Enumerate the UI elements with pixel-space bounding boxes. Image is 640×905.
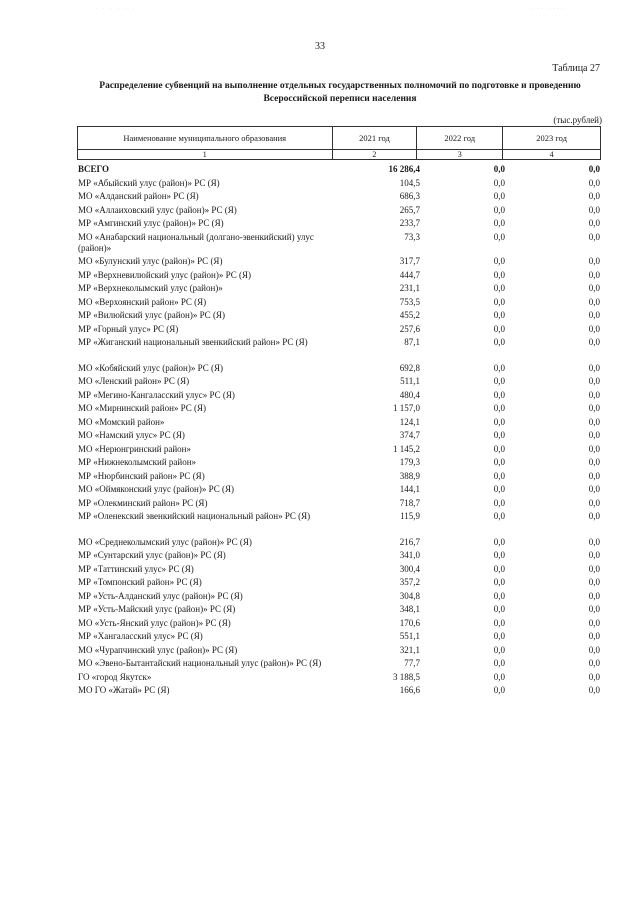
value-2022: 0,0 — [493, 177, 505, 188]
header-col-number-2: 2 — [332, 150, 417, 160]
row-name: МО «Усть-Янский улус (район)» РС (Я) — [78, 617, 231, 628]
value-2023: 0,0 — [588, 177, 600, 188]
value-2022: 0,0 — [493, 231, 505, 242]
table-row — [78, 232, 600, 254]
value-2023: 0,0 — [588, 497, 600, 508]
row-name: МО «Анабарский национальный (долгано-эвенкийский) улус (район)» — [78, 231, 314, 253]
value-2022: 0,0 — [493, 590, 505, 601]
value-2021: 231,1 — [399, 283, 420, 293]
value-2021: 3 188,5 — [393, 671, 420, 682]
table-row — [78, 337, 600, 348]
value-2023: 0,0 — [588, 256, 600, 266]
value-2022: 0,0 — [493, 644, 505, 655]
value-2021: 124,1 — [399, 416, 420, 427]
value-2023: 0,0 — [588, 470, 600, 481]
value-2021: 686,3 — [399, 191, 420, 201]
header-col-number-4: 4 — [503, 150, 601, 160]
row-name: МО «Верхоянский район» РС (Я) — [78, 296, 207, 307]
table-row — [78, 205, 600, 216]
row-name: МО «Нерюнгринский район» — [78, 443, 191, 454]
table-row — [78, 511, 600, 522]
value-2022: 0,0 — [493, 604, 505, 614]
value-2023: 0,0 — [588, 269, 600, 280]
scan-artifact-right: · ·· ···· — [530, 6, 565, 12]
value-2023: 0,0 — [588, 484, 600, 494]
value-2022: 0,0 — [493, 671, 505, 682]
value-2021: 1 145,2 — [393, 443, 420, 454]
value-2023: 0,0 — [588, 416, 600, 427]
value-2023: 0,0 — [588, 550, 600, 560]
value-2023: 0,0 — [588, 323, 600, 334]
table-row — [78, 178, 600, 189]
value-2022: 0,0 — [493, 550, 505, 560]
table-row — [78, 604, 600, 615]
row-gap — [78, 351, 600, 363]
value-2021: 77,7 — [404, 658, 420, 668]
value-2021: 73,3 — [404, 231, 420, 242]
table-row — [78, 618, 600, 629]
value-2023: 0,0 — [588, 310, 600, 320]
value-2021: 321,1 — [399, 644, 420, 655]
table-row — [78, 218, 600, 229]
value-2022: 0,0 — [493, 283, 505, 293]
row-name: МО «Ленский район» РС (Я) — [78, 376, 190, 386]
table-row — [78, 471, 600, 482]
table-row — [78, 685, 600, 696]
value-2021: 144,1 — [399, 484, 420, 494]
value-2023: 0,0 — [588, 191, 600, 201]
value-2022: 0,0 — [493, 617, 505, 628]
table-row — [78, 444, 600, 455]
value-2022: 0,0 — [493, 191, 505, 201]
value-2021: 300,4 — [399, 563, 420, 574]
row-name: МО «Булунский улус (район)» РС (Я) — [78, 256, 223, 266]
row-gap — [78, 525, 600, 537]
value-2023: 0,0 — [588, 536, 600, 547]
row-name: МО «Чурапчинский улус (район)» РС (Я) — [78, 644, 238, 655]
value-2021: 753,5 — [399, 296, 420, 307]
row-name: МО «Эвено-Бытантайский национальный улус (район)» РС (Я) — [78, 658, 322, 668]
row-name: МО «Оймяконский улус (район)» РС (Я) — [78, 484, 234, 494]
table-row — [78, 457, 600, 468]
value-2022: 0,0 — [493, 563, 505, 574]
value-2022: 0,0 — [493, 204, 505, 215]
table-row — [78, 631, 600, 642]
value-2022: 0,0 — [493, 457, 505, 467]
value-2023: 0,0 — [588, 590, 600, 601]
header-name-column: Наименование муниципального образования — [78, 127, 333, 150]
row-name: МР «Верхнеколымский улус (район)» — [78, 283, 223, 293]
table-header — [77, 126, 601, 160]
table-row — [78, 324, 600, 335]
row-name: ВСЕГО — [78, 164, 110, 174]
header-2023-column: 2023 год — [503, 127, 601, 150]
row-name: МР «Мегино-Кангаласский улус» РС (Я) — [78, 389, 235, 400]
row-name: МР «Усть-Майский улус (район)» РС (Я) — [78, 604, 236, 614]
table-row — [78, 310, 600, 321]
table-row — [78, 297, 600, 308]
value-2022: 0,0 — [493, 577, 505, 587]
value-2021: 87,1 — [404, 337, 420, 347]
table-row — [78, 498, 600, 509]
value-2021: 718,7 — [399, 497, 420, 508]
value-2023: 0,0 — [588, 296, 600, 307]
value-2022: 0,0 — [493, 376, 505, 386]
value-2023: 0,0 — [588, 283, 600, 293]
document-title: Распределение субвенций на выполнение отдельных государственных полномочий по подготовке и проведению Всероссийской переписи населения — [99, 81, 581, 104]
row-name: МО «Намский улус» РС (Я) — [78, 430, 185, 440]
table-row — [78, 403, 600, 414]
value-2023: 0,0 — [588, 604, 600, 614]
value-2021: 357,2 — [399, 577, 420, 587]
value-2022: 0,0 — [493, 536, 505, 547]
row-name: МР «Хангаласский улус» РС (Я) — [78, 631, 203, 641]
value-2021: 115,9 — [400, 511, 420, 521]
value-2022: 0,0 — [493, 310, 505, 320]
value-2023: 0,0 — [588, 577, 600, 587]
table-row — [78, 484, 600, 495]
value-2021: 374,7 — [399, 430, 420, 440]
value-2023: 0,0 — [588, 511, 600, 521]
row-name: МО «Момский район» — [78, 416, 165, 427]
value-2023: 0,0 — [588, 457, 600, 467]
value-2021: 480,4 — [399, 389, 420, 400]
value-2023: 0,0 — [588, 631, 600, 641]
value-2022: 0,0 — [493, 296, 505, 307]
row-name: МР «Абыйский улус (район)» РС (Я) — [78, 177, 220, 188]
value-2021: 455,2 — [399, 310, 420, 320]
value-2022: 0,0 — [493, 389, 505, 400]
table-row — [78, 417, 600, 428]
table-row — [78, 550, 600, 561]
value-2022: 0,0 — [493, 323, 505, 334]
table-row — [78, 390, 600, 401]
units-label: (тыс.рублей) — [553, 115, 602, 125]
row-name: МО «Кобяйский улус (район)» РС (Я) — [78, 362, 223, 373]
value-2022: 0,0 — [493, 362, 505, 373]
value-2022: 0,0 — [493, 218, 505, 228]
value-2023: 0,0 — [588, 685, 600, 695]
value-2021: 16 286,4 — [388, 164, 420, 174]
row-name: МР «Нюрбинский район» РС (Я) — [78, 470, 205, 481]
value-2021: 265,7 — [399, 204, 420, 215]
table-row — [78, 164, 600, 175]
value-2022: 0,0 — [493, 403, 505, 413]
value-2021: 388,9 — [399, 470, 420, 481]
header-2022-column: 2022 год — [417, 127, 503, 150]
value-2021: 551,1 — [399, 631, 420, 641]
value-2022: 0,0 — [493, 416, 505, 427]
row-name: МР «Нижнеколымский район» — [78, 457, 197, 467]
value-2023: 0,0 — [588, 337, 600, 347]
header-col-number-1: 1 — [78, 150, 333, 160]
value-2022: 0,0 — [493, 484, 505, 494]
row-name: МР «Томпонский район» РС (Я) — [78, 577, 202, 587]
table-row — [78, 564, 600, 575]
value-2023: 0,0 — [588, 164, 600, 174]
row-name: МР «Олекминский район» РС (Я) — [78, 497, 208, 508]
row-name: МР «Усть-Алданский улус (район)» РС (Я) — [78, 590, 243, 601]
row-name: МР «Горный улус» РС (Я) — [78, 323, 179, 334]
value-2021: 170,6 — [399, 617, 420, 628]
table-label: Таблица 27 — [552, 63, 600, 74]
value-2021: 511,1 — [400, 376, 420, 386]
table-body — [78, 164, 600, 699]
row-name: МР «Вилюйский улус (район)» РС (Я) — [78, 310, 225, 320]
row-name: МР «Амгинский улус (район)» РС (Я) — [78, 218, 224, 228]
row-name: МО «Аллаиховский улус (район)» РС (Я) — [78, 204, 237, 215]
value-2023: 0,0 — [588, 443, 600, 454]
table-row — [78, 283, 600, 294]
value-2021: 257,6 — [399, 323, 420, 334]
row-name: МО «Среднеколымский улус (район)» РС (Я) — [78, 536, 252, 547]
value-2023: 0,0 — [588, 389, 600, 400]
table-row — [78, 363, 600, 374]
row-name: МР «Таттинский улус» РС (Я) — [78, 563, 194, 574]
value-2022: 0,0 — [493, 430, 505, 440]
value-2022: 0,0 — [493, 511, 505, 521]
table-row — [78, 645, 600, 656]
row-name: МР «Оленекский эвенкийский национальный район» РС (Я) — [78, 511, 311, 521]
value-2021: 317,7 — [399, 256, 420, 266]
value-2023: 0,0 — [588, 218, 600, 228]
row-name: МР «Верхневилюйский улус (район)» РС (Я) — [78, 269, 251, 280]
table-row — [78, 658, 600, 669]
value-2023: 0,0 — [588, 563, 600, 574]
table-row — [78, 191, 600, 202]
row-name: МР «Сунтарский улус (район)» РС (Я) — [78, 550, 226, 560]
value-2023: 0,0 — [588, 644, 600, 655]
table-row — [78, 577, 600, 588]
header-2021-column: 2021 год — [332, 127, 417, 150]
value-2022: 0,0 — [493, 256, 505, 266]
row-name: ГО «город Якутск» — [78, 671, 152, 682]
table-row — [78, 256, 600, 267]
value-2023: 0,0 — [588, 403, 600, 413]
table-row — [78, 270, 600, 281]
row-name: МО ГО «Жатай» РС (Я) — [78, 685, 170, 695]
value-2022: 0,0 — [493, 337, 505, 347]
value-2023: 0,0 — [588, 376, 600, 386]
value-2021: 1 157,0 — [393, 403, 420, 413]
value-2021: 216,7 — [399, 536, 420, 547]
value-2023: 0,0 — [588, 617, 600, 628]
value-2021: 692,8 — [399, 362, 420, 373]
value-2021: 341,0 — [399, 550, 420, 560]
value-2022: 0,0 — [493, 685, 505, 695]
value-2022: 0,0 — [493, 658, 505, 668]
value-2022: 0,0 — [493, 497, 505, 508]
table-row — [78, 591, 600, 602]
value-2021: 104,5 — [399, 177, 420, 188]
table-row — [78, 430, 600, 441]
value-2023: 0,0 — [588, 658, 600, 668]
value-2021: 304,8 — [399, 590, 420, 601]
value-2023: 0,0 — [588, 362, 600, 373]
value-2023: 0,0 — [588, 204, 600, 215]
value-2022: 0,0 — [493, 164, 505, 174]
table-row — [78, 672, 600, 683]
page-number: 33 — [315, 41, 325, 52]
value-2021: 179,3 — [399, 457, 420, 467]
value-2021: 444,7 — [399, 269, 420, 280]
value-2022: 0,0 — [493, 269, 505, 280]
value-2023: 0,0 — [588, 430, 600, 440]
value-2023: 0,0 — [588, 671, 600, 682]
value-2021: 166,6 — [399, 685, 420, 695]
value-2021: 233,7 — [399, 218, 420, 228]
value-2021: 348,1 — [399, 604, 420, 614]
value-2023: 0,0 — [588, 231, 600, 242]
value-2022: 0,0 — [493, 470, 505, 481]
value-2022: 0,0 — [493, 631, 505, 641]
table-row — [78, 376, 600, 387]
header-col-number-3: 3 — [417, 150, 503, 160]
table-row — [78, 537, 600, 548]
scan-artifact-left: · · · · · · — [95, 6, 137, 12]
row-name: МР «Жиганский национальный эвенкийский район» РС (Я) — [78, 337, 308, 347]
row-name: МО «Алданский район» РС (Я) — [78, 191, 199, 201]
row-name: МО «Мирнинский район» РС (Я) — [78, 403, 207, 413]
value-2022: 0,0 — [493, 443, 505, 454]
